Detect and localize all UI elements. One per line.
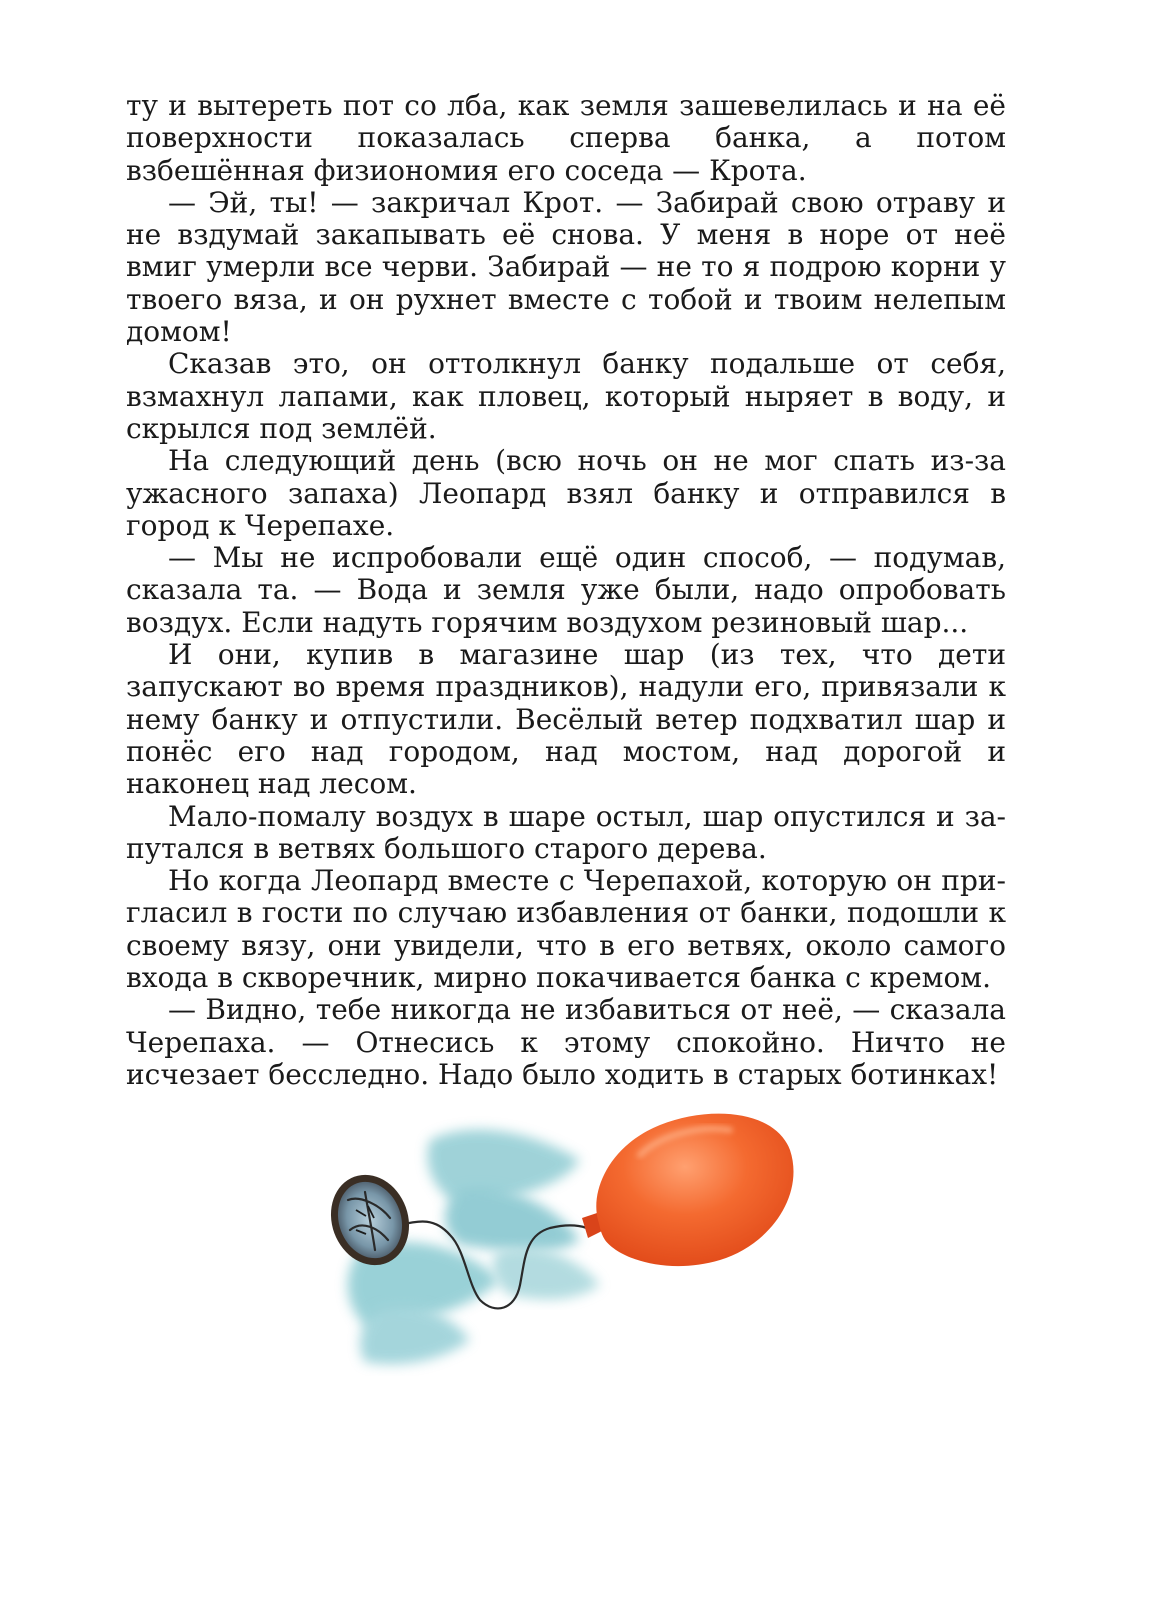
balloon-icon	[596, 1114, 793, 1267]
paragraph: — Мы не испробовали ещё один способ, — подумав, сказала та. — Вода и земля уже были, надо опробовать воздух. Если надуть горячим воздухом резиновый шар...	[126, 541, 1006, 639]
paragraph: Но когда Леопард вместе с Черепахой, которую он пригласил в гости по случаю избавления от банки, подошли к своему вязу, они увидели, что в его ветвях, около самого входа в скворечник, мирно покачивается банка с кремом.	[126, 864, 1006, 995]
paragraph: Сказав это, он оттолкнул банку подальше от себя, взмахнул лапами, как пловец, который ныряет в воду, и скрылся под землёй.	[126, 347, 1006, 445]
story-text	[126, 90, 1006, 1091]
paragraph: — Видно, тебе никогда не избавиться от неё, — сказала Черепаха. — Отнесись к этому спокойно. Ничто не исчезает бесследно. Надо было ходить в старых ботинках!	[126, 993, 1006, 1091]
paragraph: ту и вытереть пот со лба, как земля зашевелилась и на её поверхности показалась сперва банка, а потом взбешённая физиономия его соседа — Крота.	[126, 89, 1006, 187]
paragraph: На следующий день (всю ночь он не мог спать из-за ужасного запаха) Леопард взял банку и отправился в город к Черепахе.	[126, 444, 1006, 542]
paragraph: Мало-помалу воздух в шаре остыл, шар опустился и запутался в ветвях большого старого дерева.	[126, 799, 1006, 865]
balloon-illustration	[320, 1100, 840, 1400]
paragraph: — Эй, ты! — закричал Крот. — Забирай свою отраву и не вздумай закапывать её снова. У меня в норе от неё вмиг умерли все черви. Забирай — не то я подрою корни у твоего вяза, и он рухнет вместе с тобой и твоим нелепым домом!	[126, 185, 1006, 349]
paragraph: И они, купив в магазине шар (из тех, что дети запускают во время праздников), надули его, привязали к нему банку и отпустили. Весёлый ветер подхватил шар и понёс его над городом, над мостом, над дорогой и наконец над лесом.	[126, 638, 1006, 801]
